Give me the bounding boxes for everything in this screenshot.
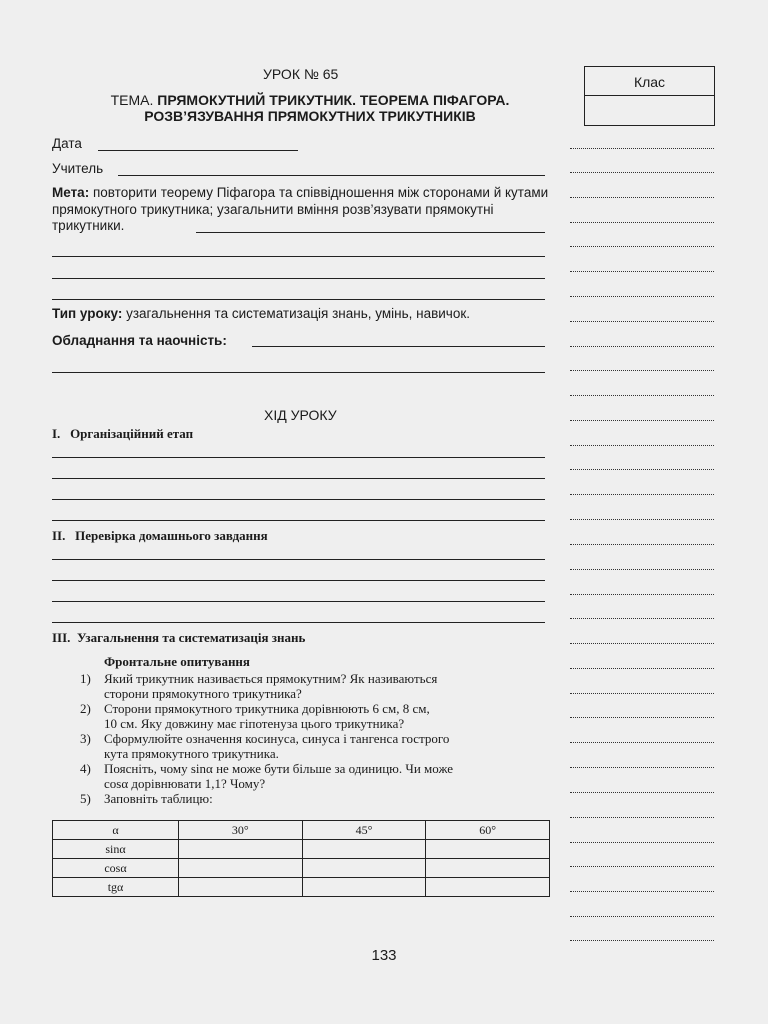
margin-note-line[interactable] bbox=[570, 197, 714, 198]
margin-note-line[interactable] bbox=[570, 271, 714, 272]
section-2-heading bbox=[52, 528, 268, 544]
question-number: 2) bbox=[80, 701, 91, 716]
margin-note-line[interactable] bbox=[570, 519, 714, 520]
question-line: Заповніть таблицю: bbox=[104, 791, 213, 806]
plan-title: ХІД УРОКУ bbox=[264, 407, 337, 423]
table-answer-cell[interactable] bbox=[179, 840, 303, 859]
question-line: Сформулюйте означення косинуса, синуса і тангенса гострого bbox=[104, 731, 450, 746]
margin-note-line[interactable] bbox=[570, 742, 714, 743]
question-item bbox=[80, 791, 560, 806]
table-header-cell: α bbox=[53, 821, 179, 840]
question-line: Сторони прямокутного трикутника дорівнюють 6 см, 8 см, bbox=[104, 701, 430, 716]
class-input-field[interactable] bbox=[585, 96, 714, 124]
margin-note-line[interactable] bbox=[570, 246, 714, 247]
table-row bbox=[53, 840, 550, 859]
goal-fill-line[interactable] bbox=[52, 256, 545, 257]
equipment-field[interactable] bbox=[252, 346, 545, 347]
table-answer-cell[interactable] bbox=[302, 878, 426, 897]
table-header-cell: 45° bbox=[302, 821, 426, 840]
goal-paragraph bbox=[52, 185, 552, 235]
section-1-fill-line[interactable] bbox=[52, 520, 545, 521]
table-answer-cell[interactable] bbox=[179, 878, 303, 897]
margin-note-line[interactable] bbox=[570, 866, 714, 867]
table-answer-cell[interactable] bbox=[302, 859, 426, 878]
margin-note-line[interactable] bbox=[570, 817, 714, 818]
margin-note-line[interactable] bbox=[570, 618, 714, 619]
section-2-fill-line[interactable] bbox=[52, 601, 545, 602]
section-1-fill-line[interactable] bbox=[52, 478, 545, 479]
margin-note-line[interactable] bbox=[570, 767, 714, 768]
margin-note-line[interactable] bbox=[570, 148, 714, 149]
margin-note-line[interactable] bbox=[570, 222, 714, 223]
table-answer-cell[interactable] bbox=[179, 859, 303, 878]
section-title: Перевірка домашнього завдання bbox=[75, 528, 268, 543]
trig-table bbox=[52, 820, 550, 897]
lesson-number: УРОК № 65 bbox=[263, 66, 339, 82]
question-item bbox=[80, 761, 560, 791]
margin-note-line[interactable] bbox=[570, 469, 714, 470]
table-answer-cell[interactable] bbox=[302, 840, 426, 859]
goal-text: повторити теорему Піфагора та співвідношення між сторонами й кутами прямокутного трикутника; узагальнити вміння розв’язувати прямокутні трикутники. bbox=[52, 185, 549, 233]
margin-note-line[interactable] bbox=[570, 594, 714, 595]
margin-note-line[interactable] bbox=[570, 792, 714, 793]
margin-note-line[interactable] bbox=[570, 494, 714, 495]
question-item bbox=[80, 671, 560, 701]
table-row bbox=[53, 859, 550, 878]
section-1-fill-line[interactable] bbox=[52, 499, 545, 500]
class-box bbox=[584, 66, 715, 126]
goal-fill-line[interactable] bbox=[52, 278, 545, 279]
table-row bbox=[53, 878, 550, 897]
lesson-type-text: узагальнення та систематизація знань, умінь, навичок. bbox=[126, 306, 471, 321]
question-number: 4) bbox=[80, 761, 91, 776]
margin-note-line[interactable] bbox=[570, 172, 714, 173]
margin-note-line[interactable] bbox=[570, 370, 714, 371]
question-item bbox=[80, 731, 560, 761]
question-number: 1) bbox=[80, 671, 91, 686]
margin-note-line[interactable] bbox=[570, 717, 714, 718]
question-item bbox=[80, 701, 560, 731]
page-number: 133 bbox=[371, 947, 397, 964]
section-title: Узагальнення та систематизація знань bbox=[76, 630, 306, 645]
question-line: 10 см. Яку довжину має гіпотенуза цього трикутника? bbox=[104, 716, 405, 731]
table-header-row bbox=[53, 821, 550, 840]
margin-note-line[interactable] bbox=[570, 420, 714, 421]
equipment-label: Обладнання та наочність: bbox=[52, 333, 227, 348]
margin-note-line[interactable] bbox=[570, 668, 714, 669]
lesson-type bbox=[52, 306, 470, 321]
table-row-label: sinα bbox=[53, 840, 179, 859]
margin-note-line[interactable] bbox=[570, 346, 714, 347]
section-title: Організаційний етап bbox=[70, 426, 194, 441]
topic-line-2: РОЗВ’ЯЗУВАННЯ ПРЯМОКУТНИХ ТРИКУТНИКІВ bbox=[144, 108, 476, 124]
topic-title: ПРЯМОКУТНИЙ ТРИКУТНИК. ТЕОРЕМА ПІФАГОРА. bbox=[157, 92, 510, 108]
class-label: Клас bbox=[585, 67, 714, 96]
question-list bbox=[80, 671, 560, 806]
table-answer-cell[interactable] bbox=[426, 840, 550, 859]
question-number: 3) bbox=[80, 731, 91, 746]
margin-note-line[interactable] bbox=[570, 693, 714, 694]
margin-note-line[interactable] bbox=[570, 569, 714, 570]
section-3-heading bbox=[52, 630, 305, 646]
section-number: I. bbox=[52, 426, 61, 441]
goal-fill-line[interactable] bbox=[196, 232, 545, 233]
date-field[interactable] bbox=[98, 150, 298, 151]
table-answer-cell[interactable] bbox=[426, 859, 550, 878]
table-header-cell: 30° bbox=[179, 821, 303, 840]
margin-note-line[interactable] bbox=[570, 321, 714, 322]
goal-fill-line[interactable] bbox=[52, 299, 545, 300]
date-label: Дата bbox=[52, 136, 82, 151]
question-line: сторони прямокутного трикутника? bbox=[104, 686, 302, 701]
section-2-fill-line[interactable] bbox=[52, 559, 545, 560]
table-row-label: tgα bbox=[53, 878, 179, 897]
equipment-field[interactable] bbox=[52, 372, 545, 373]
section-1-fill-line[interactable] bbox=[52, 457, 545, 458]
question-line: Який трикутник називається прямокутним? Як називаються bbox=[104, 671, 438, 686]
lesson-type-label: Тип уроку: bbox=[52, 306, 123, 321]
frontal-title: Фронтальне опитування bbox=[104, 654, 250, 669]
margin-note-line[interactable] bbox=[570, 395, 714, 396]
teacher-label: Учитель bbox=[52, 161, 104, 176]
section-1-heading bbox=[52, 426, 193, 442]
question-line: cosα дорівнювати 1,1? Чому? bbox=[104, 776, 266, 791]
teacher-field[interactable] bbox=[118, 175, 545, 176]
margin-note-line[interactable] bbox=[570, 842, 714, 843]
table-row-label: cosα bbox=[53, 859, 179, 878]
table-header-cell: 60° bbox=[426, 821, 550, 840]
question-number: 5) bbox=[80, 791, 91, 806]
margin-note-line[interactable] bbox=[570, 940, 714, 941]
topic-prefix: ТЕМА. bbox=[110, 92, 154, 108]
topic-line-1 bbox=[50, 92, 570, 108]
section-number: III. bbox=[52, 630, 71, 645]
question-line: Поясніть, чому sinα не може бути більше за одиницю. Чи може bbox=[104, 761, 454, 776]
margin-note-line[interactable] bbox=[570, 296, 714, 297]
question-line: кута прямокутного трикутника. bbox=[104, 746, 279, 761]
table-answer-cell[interactable] bbox=[426, 878, 550, 897]
section-2-fill-line[interactable] bbox=[52, 622, 545, 623]
margin-note-line[interactable] bbox=[570, 643, 714, 644]
margin-note-line[interactable] bbox=[570, 891, 714, 892]
section-2-fill-line[interactable] bbox=[52, 580, 545, 581]
margin-note-line[interactable] bbox=[570, 916, 714, 917]
goal-label: Мета: bbox=[52, 185, 90, 200]
section-number: II. bbox=[52, 528, 66, 543]
margin-note-line[interactable] bbox=[570, 445, 714, 446]
margin-note-line[interactable] bbox=[570, 544, 714, 545]
